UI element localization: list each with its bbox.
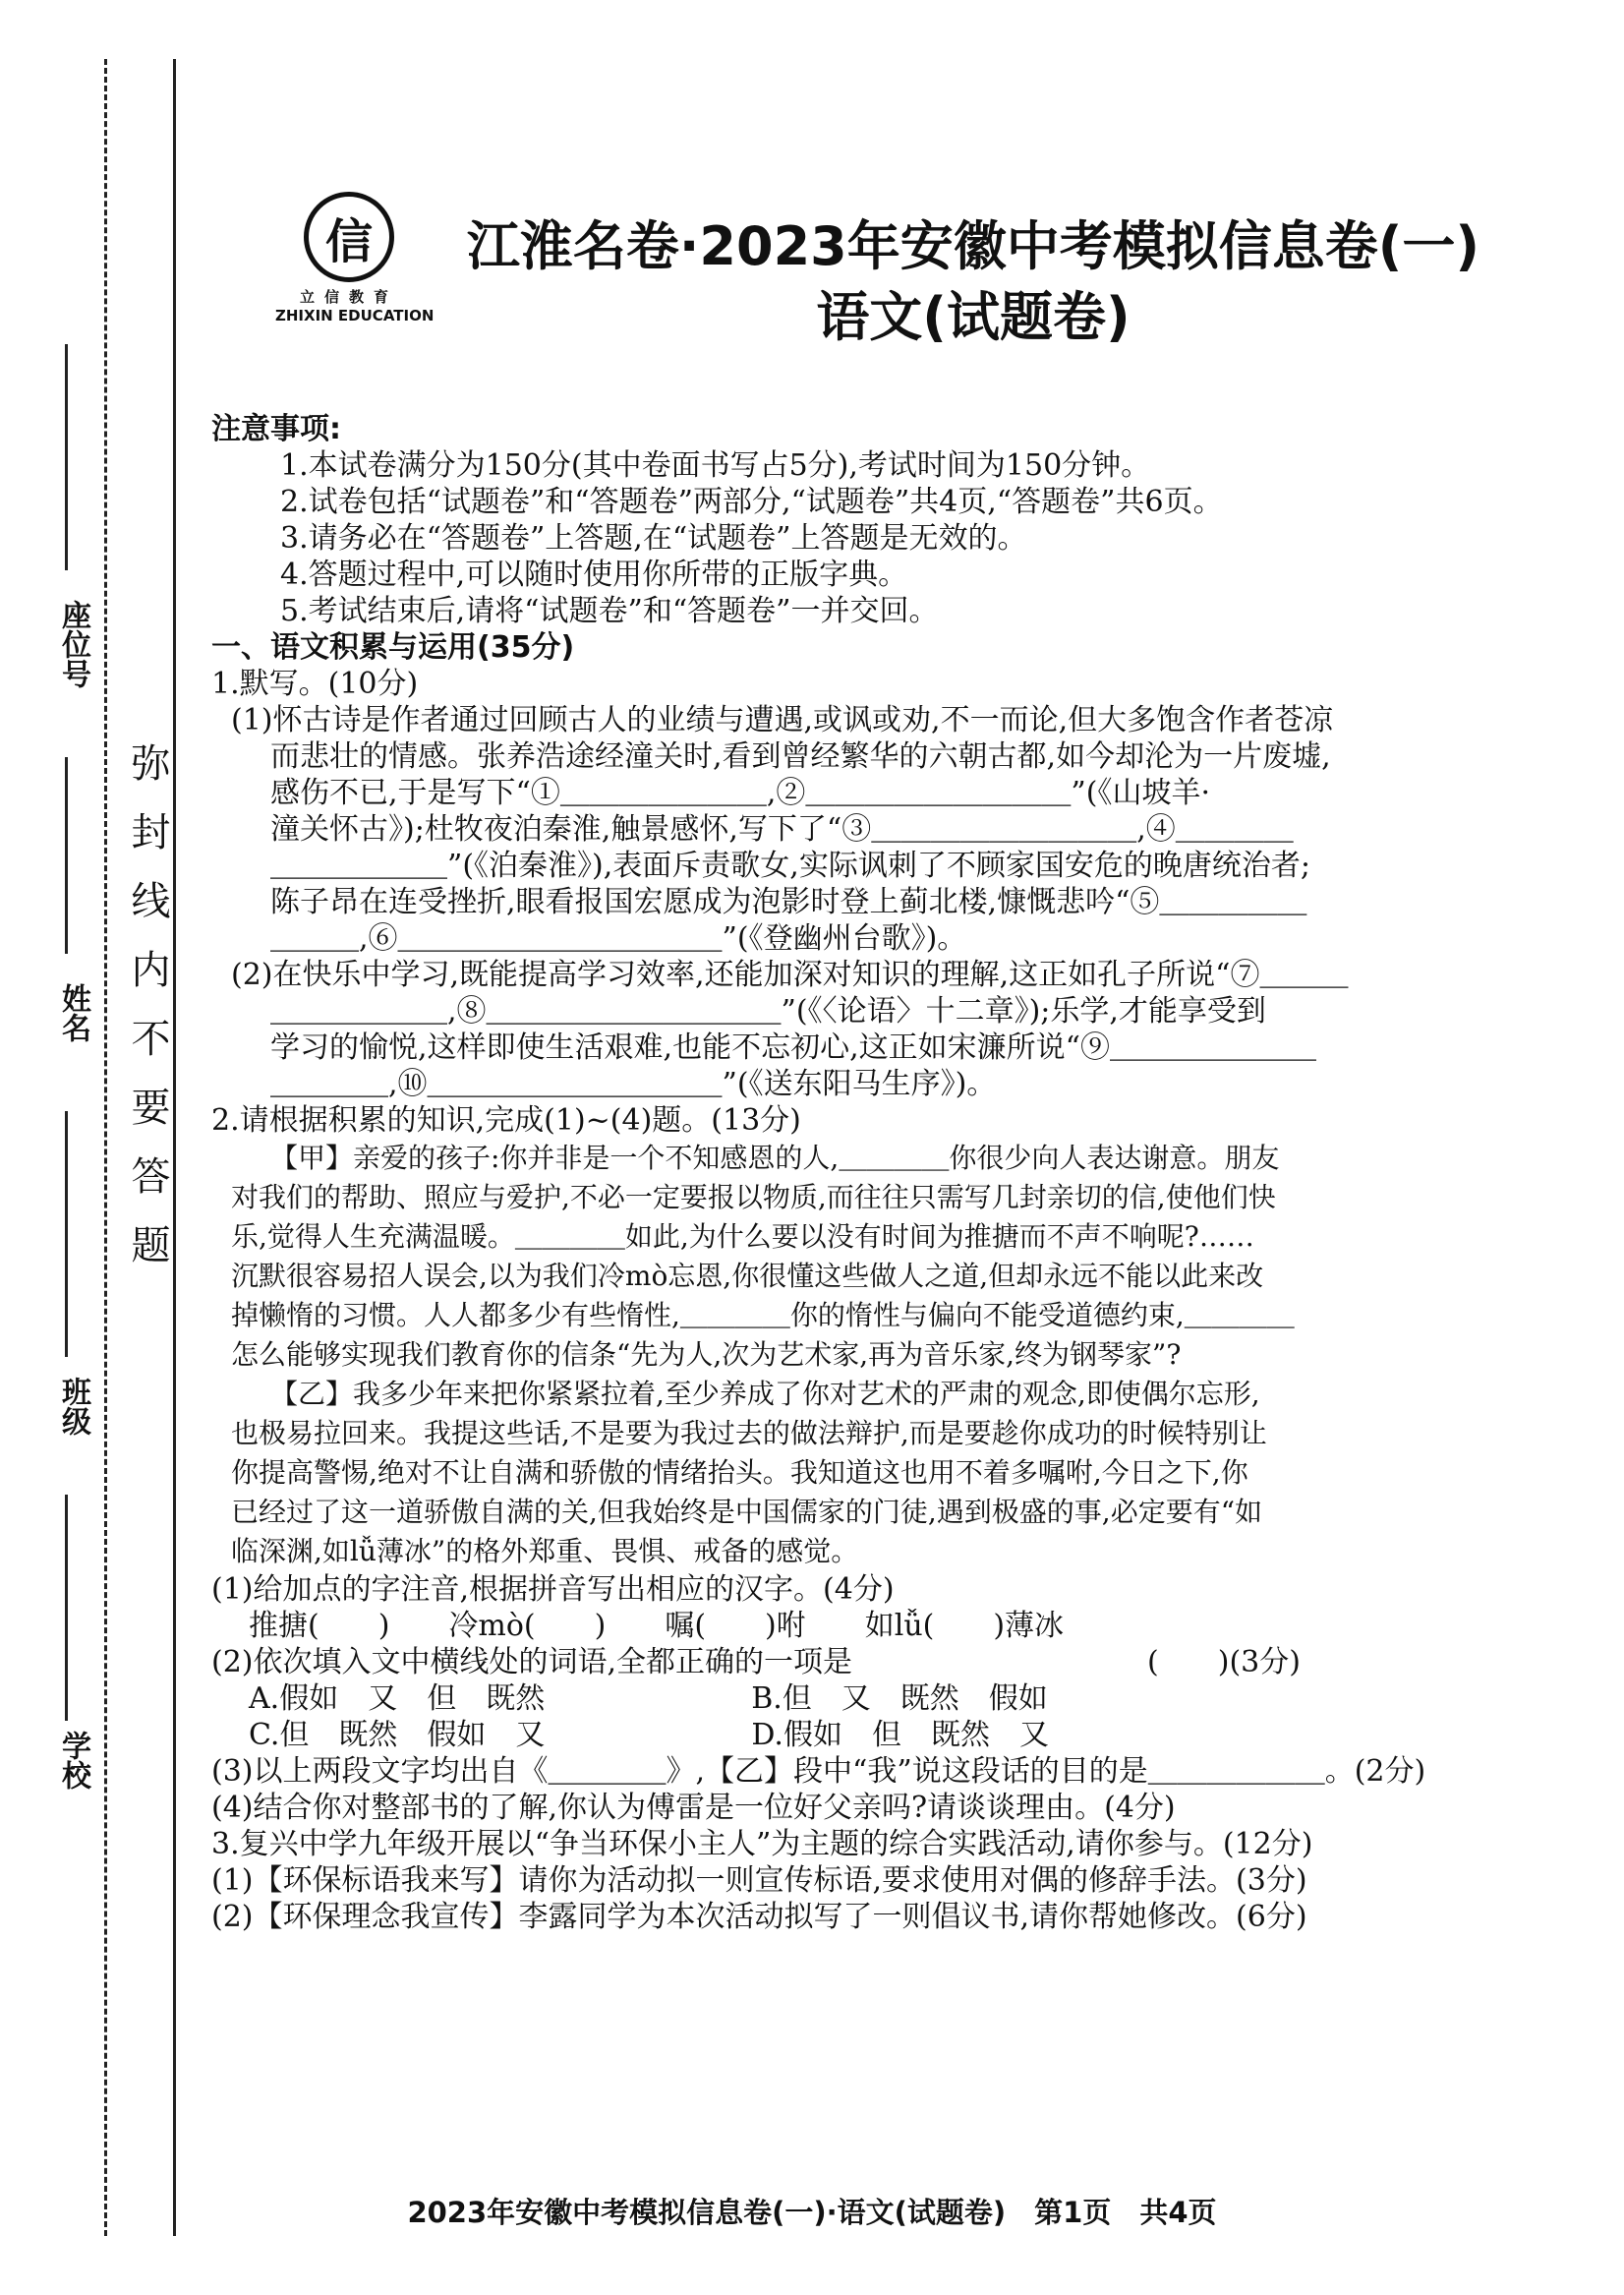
passage-line: 沉默很容易招人误会,以为我们冷mò忘恩,你很懂这些做人之道,但却永远不能以此来改 [231,1260,1264,1292]
question-2-title: 2.请根据积累的知识,完成(1)~(4)题。(13分) [211,1103,801,1138]
passage-line: 【乙】我多少年来把你紧紧拉着,至少养成了你对艺术的严肃的观念,即使偶尔忘形, [270,1378,1260,1410]
q2-pinyin-items: 推搪( ) 冷mò( ) 嘱( )咐 如lǚ( )薄冰 [249,1609,1065,1643]
class-label: 班级 [56,1377,90,1436]
exam-body [211,411,1519,1935]
q3-sub-question: (2)【环保理念我宣传】李露同学为本次活动拟写了一则倡议书,请你帮她修改。(6分) [211,1900,1307,1934]
q1-line: (2)在快乐中学习,既能提高学习效率,还能加深对知识的理解,这正如孔子所说“⑦＿＿＿ [231,958,1349,992]
question-1-title: 1.默写。(10分) [211,667,419,701]
name-label: 姓名 [56,983,90,1042]
exam-title: 江淮名卷·2023年安徽中考模拟信息卷(一) [466,215,1480,277]
passage-line: 怎么能够实现我们教育你的信条“先为人,次为艺术家,再为音乐家,终为钢琴家”? [231,1338,1182,1371]
q2-sub-question: (1)给加点的字注音,根据拼音写出相应的汉字。(4分) [211,1572,895,1607]
school-label: 学校 [56,1731,90,1790]
q1-line: 陈子昂在连受挫折,眼看报国宏愿成为泡影时登上蓟北楼,慷慨悲吟“⑤＿＿＿＿＿ [270,885,1307,919]
seat-number-blank[interactable] [65,344,68,570]
q1-line: (1)怀古诗是作者通过回顾古人的业绩与遭遇,或讽或劝,不一而论,但大多饱含作者苍凉 [231,703,1334,737]
section-heading: 一、语文积累与运用(35分) [211,630,575,665]
logo-chinese-name: 立信教育 [299,288,398,306]
publisher-logo [275,192,435,324]
q1-line: 潼关怀古》);杜牧夜泊秦淮,触景感怀,写下了“③＿＿＿＿＿＿＿＿＿,④＿＿＿＿ [270,812,1294,847]
page-footer: 2023年安徽中考模拟信息卷(一)·语文(试题卷) 第1页 共4页 [407,2196,1217,2229]
seal-warning: 弥封线内不要答题 [125,742,170,1293]
notice-item: 4.答题过程中,可以随时使用你所带的正版字典。 [280,558,908,592]
passage-line: 【甲】亲爱的孩子:你并非是一个不知感恩的人,＿＿＿＿你很少向人表达谢意。朋友 [270,1142,1280,1174]
school-blank[interactable] [65,1495,68,1721]
q1-line: 感伤不已,于是写下“①＿＿＿＿＿＿＿,②＿＿＿＿＿＿＿＿＿”(《山坡羊· [270,776,1210,810]
q1-line: ＿＿＿＿,⑩＿＿＿＿＿＿＿＿＿＿”(《送东阳马生序》)。 [270,1067,997,1101]
q1-line: 学习的愉悦,这样即使生活艰难,也能不忘初心,这正如宋濂所说“⑨＿＿＿＿＿＿＿ [270,1030,1316,1065]
passage-line: 也极易拉回来。我提这些话,不是要为我过去的做法辩护,而是要趁你成功的时候特别让 [231,1417,1267,1449]
q1-line: 而悲壮的情感。张养浩途经潼关时,看到曾经繁华的六朝古都,如今却沦为一片废墟, [270,739,1331,774]
exam-subtitle: 语文(试题卷) [816,286,1131,348]
seat-number-label: 座位号 [56,600,90,688]
q2-sub-question: (2)依次填入文中横线处的词语,全都正确的一项是 ( )(3分) [211,1645,1301,1679]
q2-sub-question: (4)结合你对整部书的了解,你认为傅雷是一位好父亲吗?请谈谈理由。(4分) [211,1791,1176,1825]
q1-line: ＿＿＿＿＿＿”(《泊秦淮》),表面斥责歌女,实际讽刺了不顾家国安危的晚唐统治者; [270,849,1310,883]
seal-dashed-line [104,59,107,2236]
passage-line: 乐,觉得人生充满温暖。＿＿＿＿如此,为什么要以没有时间为推搪而不声不响呢?…… [231,1220,1254,1253]
passage-line: 掉懒惰的习惯。人人都多少有些惰性,＿＿＿＿你的惰性与偏向不能受道德约束,＿＿＿＿ [231,1299,1295,1331]
notice-item: 5.考试结束后,请将“试题卷”和“答题卷”一并交回。 [280,594,939,628]
name-blank[interactable] [65,757,68,954]
question-3-title: 3.复兴中学九年级开展以“争当环保小主人”为主题的综合实践活动,请你参与。(12分) [211,1827,1313,1861]
q2-sub-question: (3)以上两段文字均出自《＿＿＿＿》,【乙】段中“我”说这段话的目的是＿＿＿＿＿＿。(2分) [211,1754,1426,1789]
passage-line: 临深渊,如lǚ薄冰”的格外郑重、畏惧、戒备的感觉。 [231,1535,859,1567]
notice-item: 3.请务必在“答题卷”上答题,在“试题卷”上答题是无效的。 [280,521,1027,556]
passage-line: 对我们的帮助、照应与爱护,不必一定要报以物质,而往往只需写几封亲切的信,使他们快 [231,1181,1276,1213]
logo-english-name: ZHIXIN EDUCATION [275,307,435,324]
q1-line: ＿＿＿,⑥＿＿＿＿＿＿＿＿＿＿＿”(《登幽州台歌》)。 [270,921,967,956]
notice-item: 2.试卷包括“试题卷”和“答题卷”两部分,“试题卷”共4页,“答题卷”共6页。 [280,485,1223,519]
notice-heading: 注意事项: [211,412,341,446]
notice-item: 1.本试卷满分为150分(其中卷面书写占5分),考试时间为150分钟。 [280,448,1151,483]
q1-line: ＿＿＿＿＿＿,⑧＿＿＿＿＿＿＿＿＿＿”(《〈论语〉十二章》);乐学,才能享受到 [270,994,1266,1029]
logo-emblem-icon: 信 [304,192,394,282]
q2-passage [211,1139,1519,1571]
passage-line: 已经过了这一道骄傲自满的关,但我始终是中国儒家的门徒,遇到极盛的事,必定要有“如 [231,1496,1263,1528]
q2-options-ab: A.假如 又 但 既然 B.但 又 既然 假如 [249,1681,1048,1716]
passage-line: 你提高警惕,绝对不让自满和骄傲的情绪抬头。我知道这也用不着多嘱咐,今日之下,你 [231,1456,1248,1489]
q3-sub-question: (1)【环保标语我来写】请你为活动拟一则宣传标语,要求使用对偶的修辞手法。(3分) [211,1863,1307,1898]
q2-options-cd: C.但 既然 假如 又 D.假如 但 既然 又 [249,1718,1049,1752]
class-blank[interactable] [65,1111,68,1357]
